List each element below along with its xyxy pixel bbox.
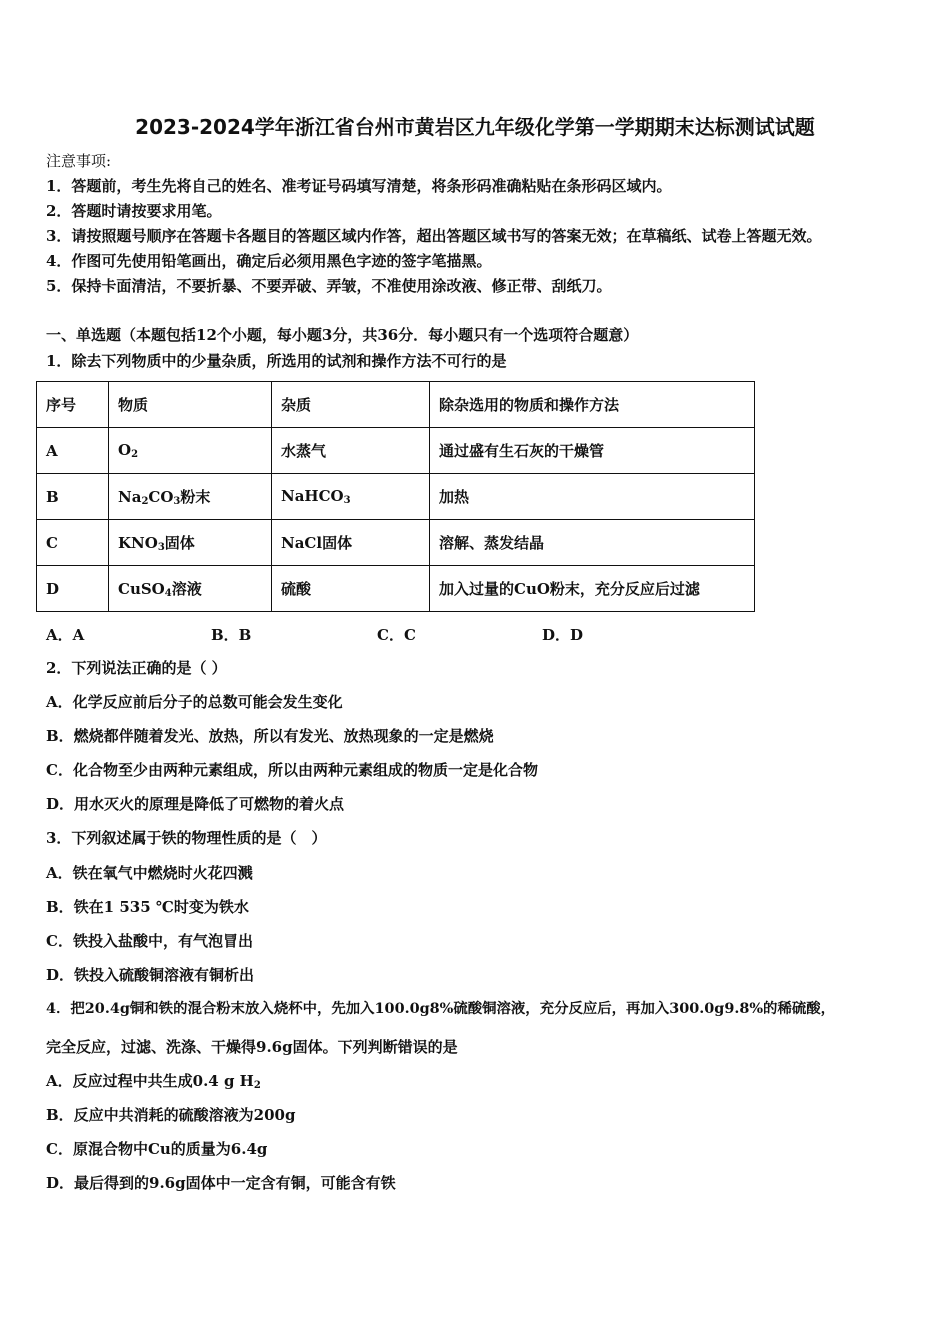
table-row — [37, 566, 755, 612]
header-cell-method: 除杂选用的物质和操作方法 — [430, 382, 755, 428]
option-c: C．C — [377, 626, 416, 644]
question-4-option-d: D．最后得到的9.6g固体中一定含有铜，可能含有铁 — [46, 1174, 396, 1192]
question-4-option-a — [46, 1071, 261, 1096]
row-substance — [109, 566, 272, 612]
question-2-option-d: D．用水灭火的原理是降低了可燃物的着火点 — [46, 795, 345, 813]
row-id: C — [37, 520, 109, 566]
question-4-stem-line-1: 4．把20.4g铜和铁的混合粉末放入烧杯中，先加入100.0g8%硫酸铜溶液，充分反应后，再加入300.0g9.8%的稀硫酸， — [46, 1000, 836, 1017]
header-cell-substance: 物质 — [109, 382, 272, 428]
row-substance — [109, 428, 272, 474]
row-impurity: 水蒸气 — [272, 428, 430, 474]
row-method: 通过盛有生石灰的干燥管 — [430, 428, 755, 474]
option-b: B．B — [211, 626, 252, 644]
question-2-option-b: B．燃烧都伴随着发光、放热，所以有发光、放热现象的一定是燃烧 — [46, 727, 494, 745]
question-1-table — [36, 381, 755, 612]
row-id: B — [37, 474, 109, 520]
formula-subscript: 3 — [343, 495, 351, 506]
question-2-option-c: C．化合物至少由两种元素组成，所以由两种元素组成的物质一定是化合物 — [46, 761, 538, 779]
table-row — [37, 520, 755, 566]
table-row — [37, 428, 755, 474]
question-4-stem-line-2: 完全反应，过滤、洗涤、干燥得9.6g固体。下列判断错误的是 — [46, 1038, 458, 1056]
table-row — [37, 474, 755, 520]
formula-text: NaHCO — [281, 487, 344, 505]
question-2-stem: 2．下列说法正确的是（ ） — [46, 659, 227, 677]
notice-item-4: 4．作图可先使用铅笔画出，确定后必须用黑色字迹的签字笔描黑。 — [46, 252, 492, 270]
row-id: D — [37, 566, 109, 612]
option-d: D．D — [542, 626, 584, 644]
notice-item-3: 3．请按照题号顺序在答题卡各题目的答题区域内作答，超出答题区域书写的答案无效；在草稿纸、试卷上答题无效。 — [46, 227, 822, 245]
header-cell-impurity: 杂质 — [272, 382, 430, 428]
question-2-option-a: A．化学反应前后分子的总数可能会发生变化 — [46, 693, 343, 711]
question-4-option-b: B．反应中共消耗的硫酸溶液为200g — [46, 1106, 296, 1124]
question-1-stem: 1．除去下列物质中的少量杂质，所选用的试剂和操作方法不可行的是 — [46, 352, 507, 370]
table-header-row — [37, 382, 755, 428]
formula-text: O — [118, 441, 132, 459]
question-4-option-c: C．原混合物中Cu的质量为6.4g — [46, 1140, 268, 1158]
question-3-option-a: A．铁在氧气中燃烧时火花四溅 — [46, 864, 253, 882]
formula-text: 固体 — [164, 534, 195, 552]
formula-subscript: 2 — [131, 449, 139, 460]
option-text: A．反应过程中共生成0.4 g H — [46, 1072, 254, 1090]
formula-subscript: 3 — [157, 542, 165, 553]
formula-text: CuSO — [118, 580, 165, 598]
notice-item-2: 2．答题时请按要求用笔。 — [46, 202, 222, 220]
formula-subscript: 4 — [164, 588, 172, 599]
row-method: 加热 — [430, 474, 755, 520]
row-impurity — [272, 474, 430, 520]
question-3-option-d: D．铁投入硫酸铜溶液有铜析出 — [46, 966, 255, 984]
formula-text: Na — [118, 488, 142, 506]
formula-text: CO — [148, 488, 174, 506]
notice-heading: 注意事项: — [46, 152, 112, 170]
row-substance — [109, 474, 272, 520]
formula-text: 溶液 — [171, 580, 202, 598]
row-substance — [109, 520, 272, 566]
question-3-option-c: C．铁投入盐酸中，有气泡冒出 — [46, 932, 253, 950]
formula-subscript: 2 — [253, 1080, 261, 1091]
row-impurity: 硫酸 — [272, 566, 430, 612]
exam-title: 2023-2024学年浙江省台州市黄岩区九年级化学第一学期期末达标测试试题 — [135, 115, 815, 139]
header-cell-id: 序号 — [37, 382, 109, 428]
row-method: 加入过量的CuO粉末，充分反应后过滤 — [430, 566, 755, 612]
formula-subscript: 2 — [141, 496, 149, 507]
question-3-stem: 3．下列叙述属于铁的物理性质的是（ ） — [46, 829, 327, 847]
section-heading: 一、单选题（本题包括12个小题，每小题3分，共36分．每小题只有一个选项符合题意） — [46, 326, 639, 344]
formula-text: KNO — [118, 534, 158, 552]
formula-subscript: 3 — [173, 496, 181, 507]
row-id: A — [37, 428, 109, 474]
notice-item-1: 1．答题前，考生先将自己的姓名、准考证号码填写清楚，将条形码准确粘贴在条形码区域内。 — [46, 177, 672, 195]
notice-item-5: 5．保持卡面清洁，不要折暴、不要弄破、弄皱，不准使用涂改液、修正带、刮纸刀。 — [46, 277, 612, 295]
row-method: 溶解、蒸发结晶 — [430, 520, 755, 566]
option-a: A．A — [46, 626, 85, 644]
formula-text: 粉末 — [180, 488, 211, 506]
row-impurity: NaCl固体 — [272, 520, 430, 566]
question-3-option-b: B．铁在1 535 ℃时变为铁水 — [46, 898, 249, 916]
